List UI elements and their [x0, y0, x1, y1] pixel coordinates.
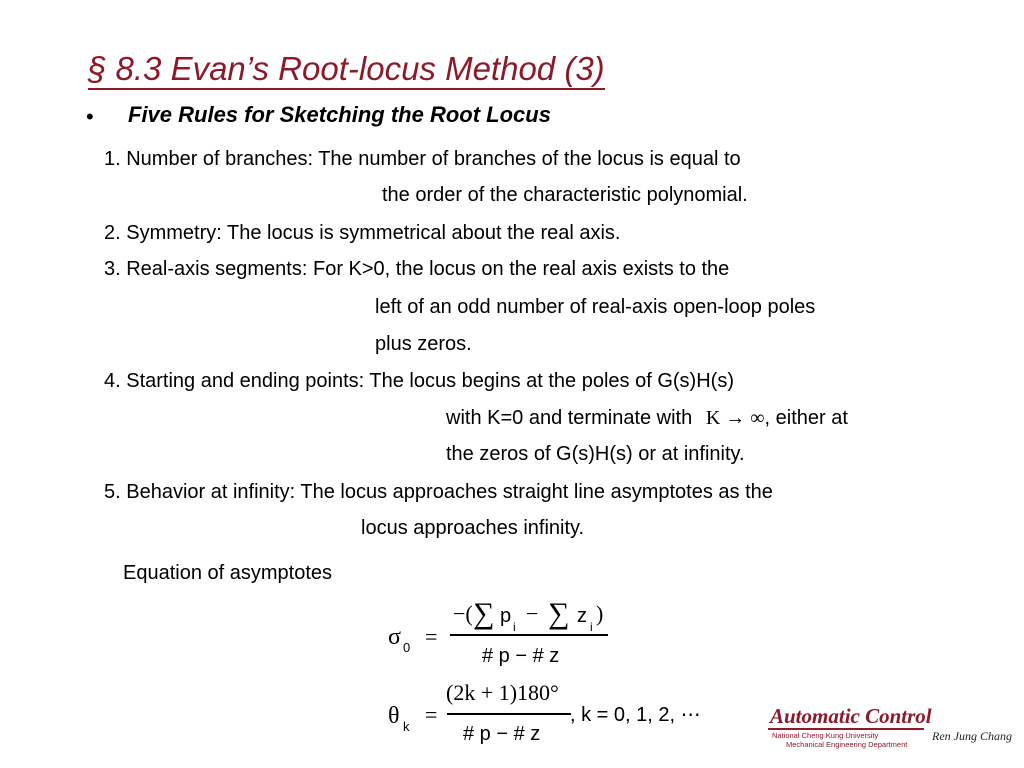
eq2-denominator: # p − # z — [463, 723, 541, 745]
slide-title: § 8.3 Evan’s Root-locus Method (3) — [88, 50, 605, 90]
rule-4-line-2 — [446, 406, 848, 430]
rule-3-line-1: 3. Real-axis segments: For K>0, the locus on the real axis exists to the — [104, 258, 730, 280]
rule-3-line-3: plus zeros. — [375, 333, 472, 355]
eq1-denominator: # p − # z — [482, 645, 560, 667]
rule-4-text-pre: with K=0 and terminate with — [446, 407, 693, 429]
signature: Ren Jung Chang — [932, 729, 1012, 743]
eq2-numerator: (2k + 1)180° — [446, 680, 559, 705]
logo-title: Automatic Control — [770, 704, 932, 728]
rule-4-line-3: the zeros of G(s)H(s) or at infinity. — [446, 443, 745, 465]
theta-subscript: k — [403, 719, 410, 734]
logo-underline — [768, 728, 924, 730]
equals-sign-1: = — [425, 624, 438, 649]
equation-heading: Equation of asymptotes — [123, 562, 333, 584]
rule-5-line-1: 5. Behavior at infinity: The locus approaches straight line asymptotes as the — [104, 481, 773, 503]
sigma-subscript: 0 — [403, 640, 411, 655]
logo-department: Mechanical Engineering Department — [786, 740, 908, 749]
bullet-icon: • — [86, 104, 94, 129]
slide-subtitle: Five Rules for Sketching the Root Locus — [128, 102, 551, 127]
z-subscript: i — [590, 620, 593, 634]
equals-sign-2: = — [425, 702, 438, 727]
rule-1-line-2: the order of the characteristic polynomial. — [382, 184, 748, 206]
minus-sign-1: − — [526, 601, 539, 626]
z-variable: z — [577, 605, 587, 627]
rule-2: 2. Symmetry: The locus is symmetrical about the real axis. — [104, 222, 621, 244]
fraction-bar-1 — [450, 634, 608, 636]
sum-icon-2: ∑ — [548, 597, 570, 630]
k-values: , k = 0, 1, 2, ⋯ — [570, 704, 701, 726]
logo-university: National Cheng Kung University — [772, 731, 879, 740]
rule-3-line-2: left of an odd number of real-axis open-loop poles — [375, 296, 816, 318]
rule-4-line-1: 4. Starting and ending points: The locus begins at the poles of G(s)H(s) — [104, 370, 734, 392]
eq1-num-prefix: −( — [453, 601, 473, 626]
theta-symbol: θ — [388, 703, 400, 729]
fraction-bar-2 — [447, 713, 571, 715]
rule-1-line-1: 1. Number of branches: The number of branches of the locus is equal to — [104, 148, 741, 170]
p-variable: p — [500, 605, 512, 627]
sum-icon-1: ∑ — [473, 597, 495, 630]
sigma-symbol: σ — [388, 624, 401, 650]
k-to-infinity-math: K → ∞ — [705, 407, 765, 429]
rule-5-line-2: locus approaches infinity. — [361, 517, 585, 539]
eq1-num-suffix: ) — [596, 601, 604, 626]
p-subscript: i — [513, 620, 516, 634]
rule-4-text-post: , either at — [764, 407, 848, 429]
